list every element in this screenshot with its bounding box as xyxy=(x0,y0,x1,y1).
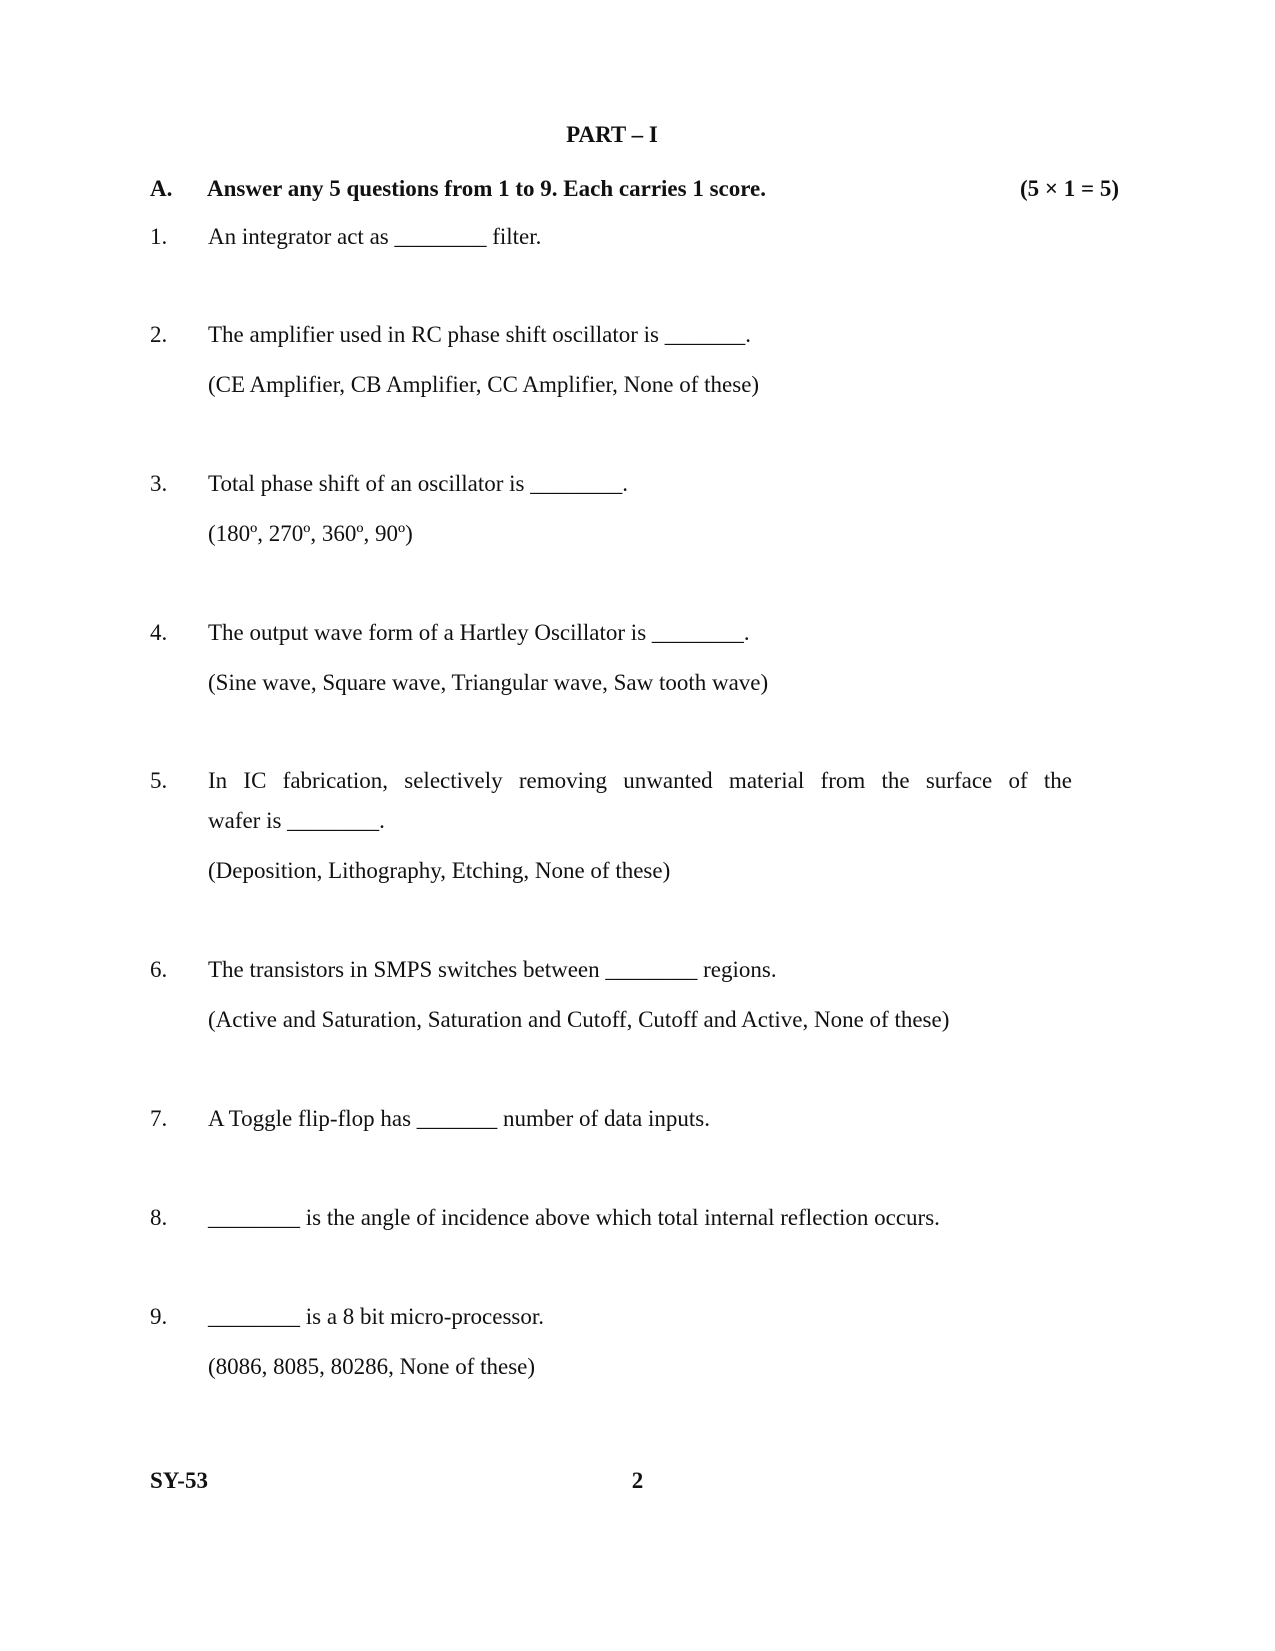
question-number: 5. xyxy=(150,768,168,793)
question-text: ________ is the angle of incidence above which total internal reflection occurs. xyxy=(208,1205,940,1230)
question-text-line2: wafer is ________. xyxy=(208,808,385,833)
question-number: 2. xyxy=(150,322,168,347)
question-number: 9. xyxy=(150,1304,168,1329)
question-number: 6. xyxy=(150,957,168,982)
section-score: (5 × 1 = 5) xyxy=(1019,176,1119,201)
question-options: (Deposition, Lithography, Etching, None of these) xyxy=(208,858,671,883)
question-text: The output wave form of a Hartley Oscillator is ________. xyxy=(208,620,750,645)
question-options: (CE Amplifier, CB Amplifier, CC Amplifier, None of these) xyxy=(208,372,760,397)
question-number: 8. xyxy=(150,1205,168,1230)
question-number: 1. xyxy=(150,224,168,249)
question-text-line1: In IC fabrication, selectively removing unwanted material from the surface of the xyxy=(208,768,1072,793)
section-instruction: Answer any 5 questions from 1 to 9. Each carries 1 score. xyxy=(207,176,766,201)
question-text: Total phase shift of an oscillator is ________. xyxy=(208,471,628,496)
question-text: The transistors in SMPS switches between ________ regions. xyxy=(208,957,777,982)
question-text: A Toggle flip-flop has _______ number of data inputs. xyxy=(208,1106,710,1131)
question-number: 4. xyxy=(150,620,168,645)
question-options: (Active and Saturation, Saturation and Cutoff, Cutoff and Active, None of these) xyxy=(208,1007,950,1032)
question-options: (180º, 270º, 360º, 90º) xyxy=(208,521,413,546)
footer-paper-code: SY-53 xyxy=(150,1468,208,1493)
question-text: The amplifier used in RC phase shift oscillator is _______. xyxy=(208,322,751,347)
question-text: An integrator act as ________ filter. xyxy=(208,224,542,249)
question-options: (Sine wave, Square wave, Triangular wave, Saw tooth wave) xyxy=(208,670,769,695)
question-number: 7. xyxy=(150,1106,168,1131)
section-letter: A. xyxy=(150,176,173,201)
part-title: PART – I xyxy=(566,122,658,147)
question-options: (8086, 8085, 80286, None of these) xyxy=(208,1354,536,1379)
footer-page-number: 2 xyxy=(631,1468,644,1493)
question-text: ________ is a 8 bit micro-processor. xyxy=(208,1304,545,1329)
question-number: 3. xyxy=(150,471,168,496)
